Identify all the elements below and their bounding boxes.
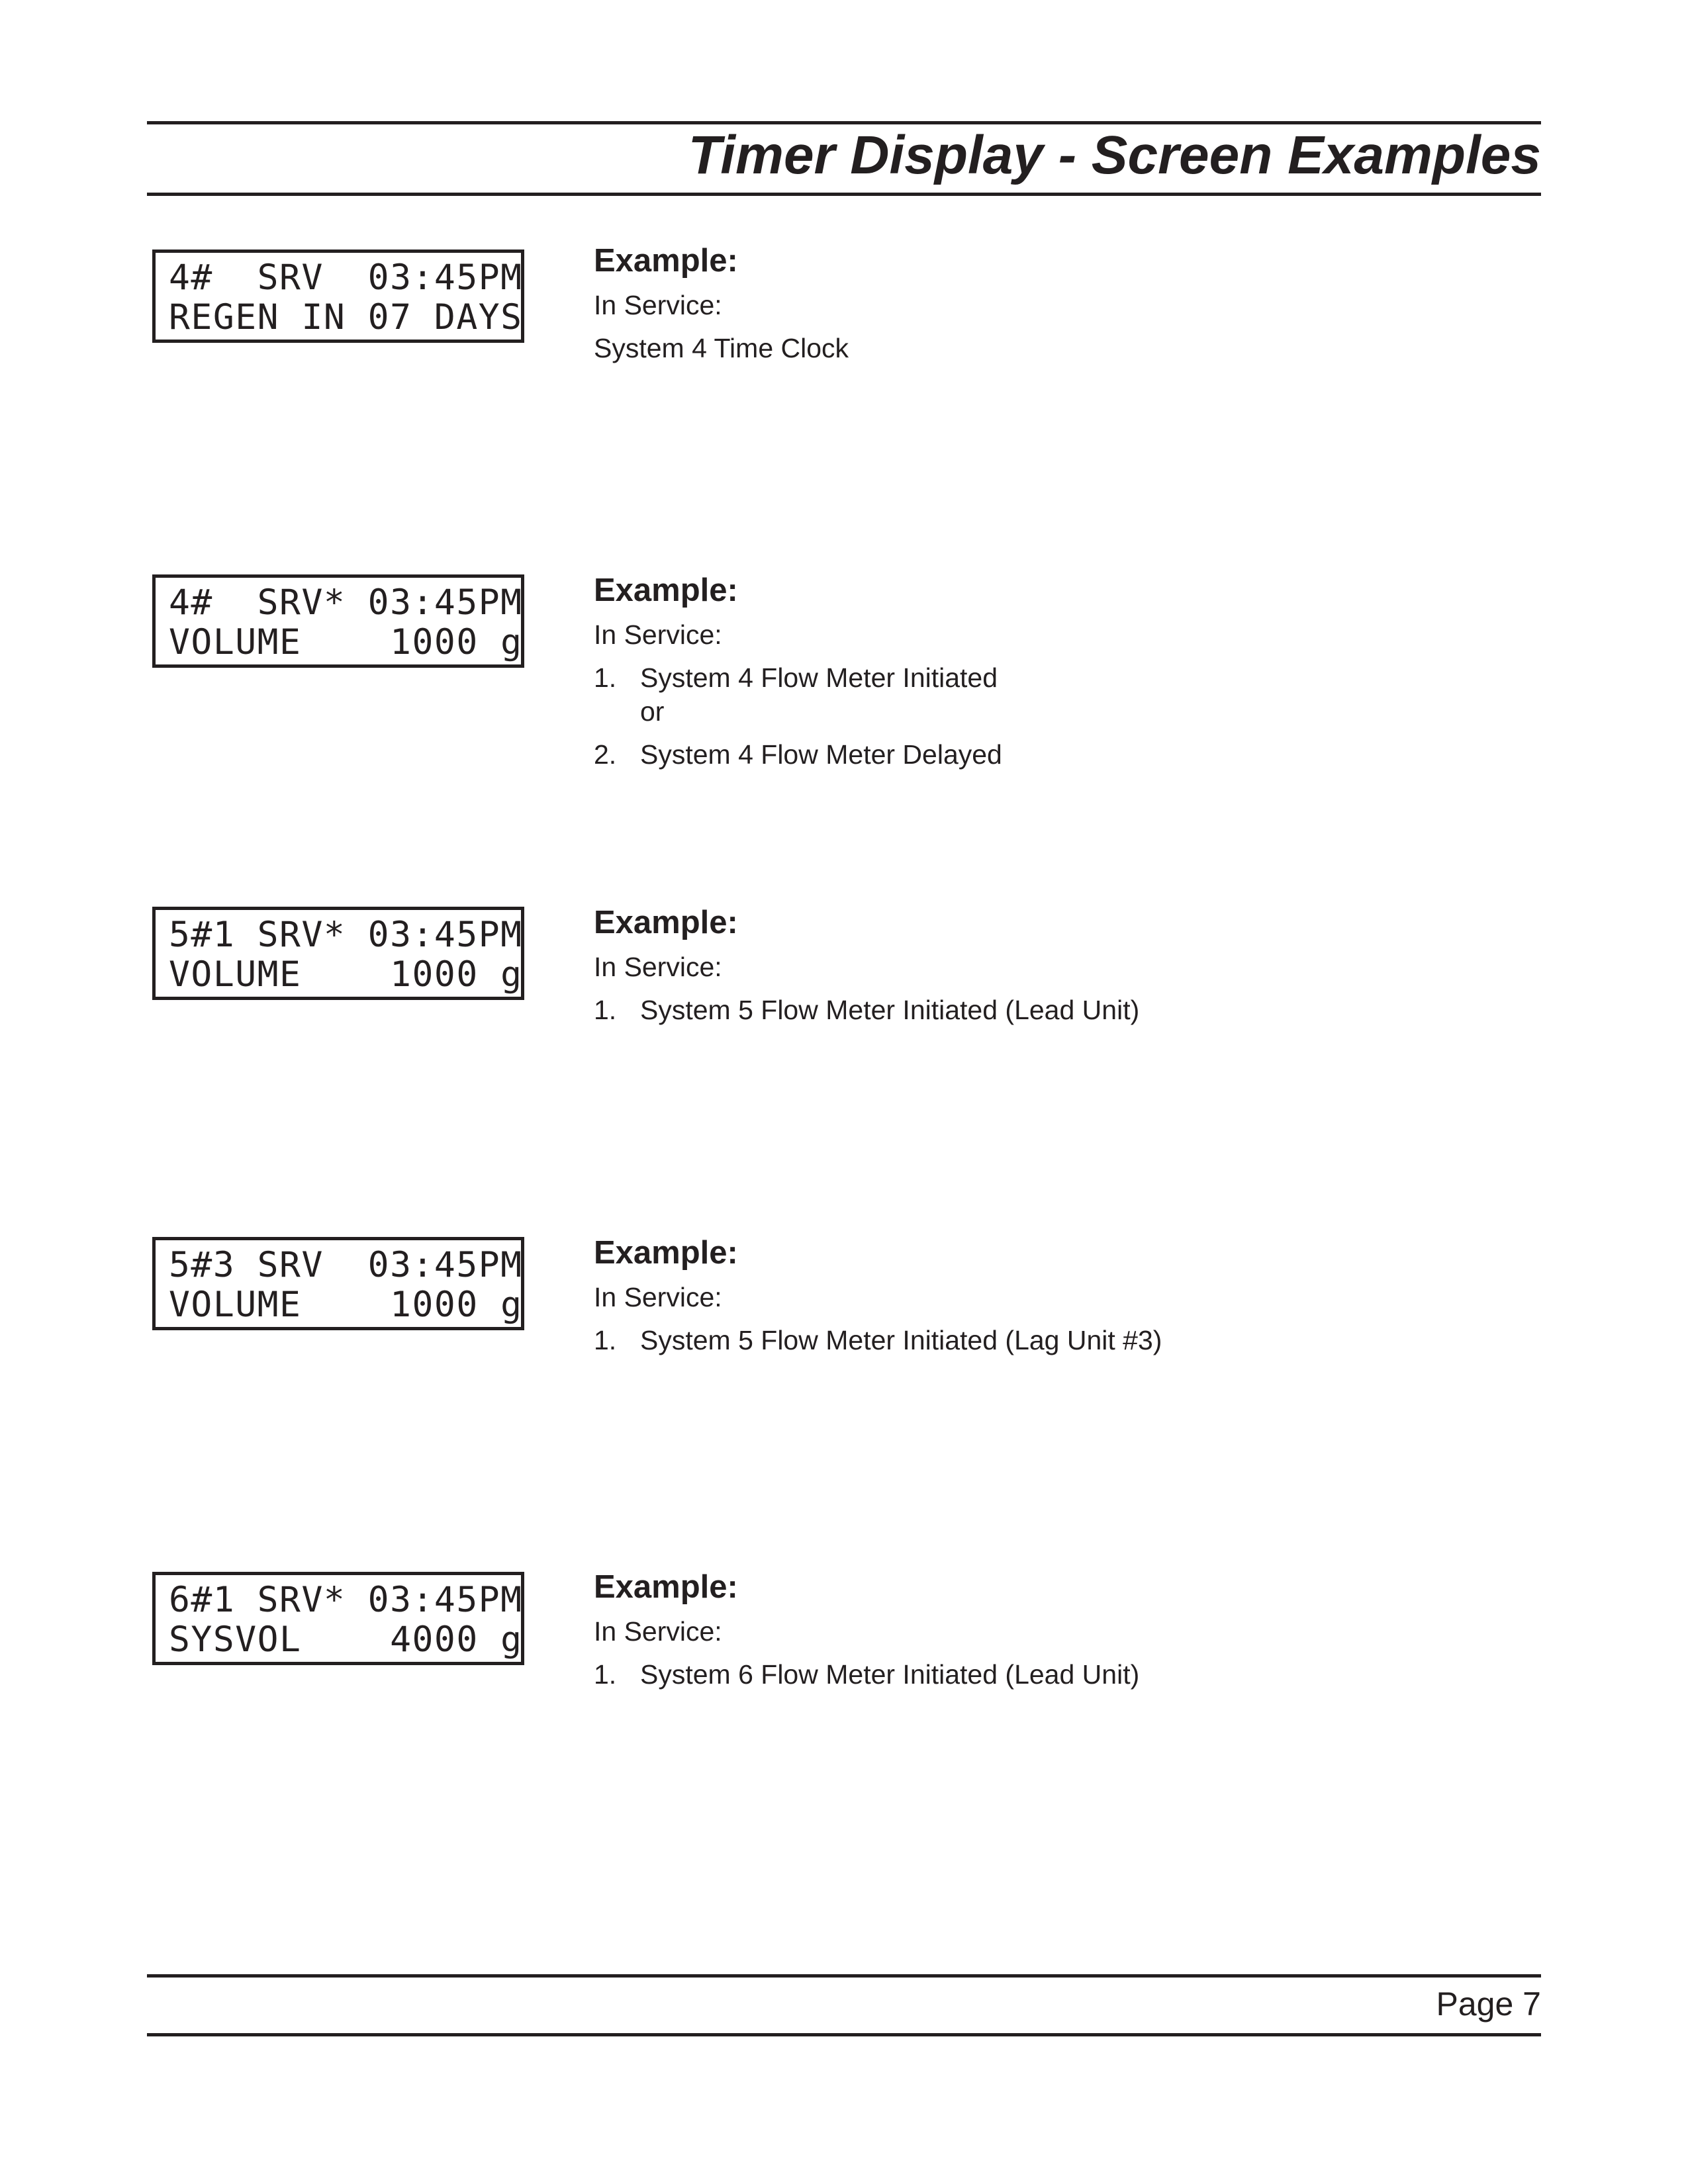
list-item-number: 2. <box>594 739 617 770</box>
page-title: Timer Display - Screen Examples <box>688 125 1541 185</box>
lcd-line-1: 6#1 SRV* 03:45PM <box>169 1580 523 1620</box>
lcd-display <box>152 250 524 343</box>
list-item-number: 1. <box>594 995 617 1025</box>
list-item <box>594 997 1388 1024</box>
lcd-line-2: REGEN IN 07 DAYS <box>169 297 523 338</box>
list-item-number: 1. <box>594 662 617 693</box>
example-line: System 4 Time Clock <box>594 333 849 363</box>
lcd-display <box>152 907 524 1000</box>
list-item <box>594 1661 1388 1688</box>
example-status: In Service: <box>594 1616 722 1647</box>
page-number: Page 7 <box>1436 1985 1541 2023</box>
example-heading: Example: <box>594 572 738 608</box>
example-heading: Example: <box>594 1569 738 1605</box>
lcd-display <box>152 1572 524 1665</box>
list-item <box>594 741 1388 768</box>
example-status: In Service: <box>594 619 722 650</box>
example-description <box>594 574 1388 784</box>
header-top-rule <box>147 121 1541 124</box>
lcd-line-1: 4# SRV 03:45PM <box>169 257 523 298</box>
example-description <box>594 907 1388 1040</box>
lcd-line-2: SYSVOL 4000 g <box>169 1619 523 1660</box>
example-status: In Service: <box>594 952 722 982</box>
list-item-text: System 4 Flow Meter Delayed <box>640 739 1002 770</box>
example-heading: Example: <box>594 905 738 940</box>
example-heading: Example: <box>594 1235 738 1271</box>
example-description <box>594 1571 1388 1704</box>
footer-bottom-rule <box>147 2033 1541 2036</box>
lcd-line-1: 5#1 SRV* 03:45PM <box>169 915 523 955</box>
example-status: In Service: <box>594 1282 722 1312</box>
list-item-text: System 4 Flow Meter Initiated <box>640 662 998 693</box>
header-bottom-rule <box>147 193 1541 196</box>
lcd-line-1: 5#3 SRV 03:45PM <box>169 1245 523 1285</box>
list-item-number: 1. <box>594 1325 617 1355</box>
list-item-sub: or <box>640 696 665 727</box>
list-item <box>594 664 1388 725</box>
footer-top-rule <box>147 1974 1541 1978</box>
example-description <box>594 1237 1388 1370</box>
list-item-text: System 6 Flow Meter Initiated (Lead Unit) <box>640 1659 1140 1690</box>
list-item <box>594 1327 1388 1354</box>
list-item-number: 1. <box>594 1659 617 1690</box>
lcd-line-2: VOLUME 1000 g <box>169 1285 523 1325</box>
list-item-text: System 5 Flow Meter Initiated (Lead Unit) <box>640 995 1140 1025</box>
lcd-line-1: 4# SRV* 03:45PM <box>169 582 523 623</box>
lcd-line-2: VOLUME 1000 g <box>169 622 523 662</box>
lcd-display <box>152 574 524 668</box>
example-heading: Example: <box>594 243 738 279</box>
example-status: In Service: <box>594 290 722 320</box>
lcd-display <box>152 1237 524 1330</box>
lcd-line-2: VOLUME 1000 g <box>169 954 523 995</box>
list-item-text: System 5 Flow Meter Initiated (Lag Unit #3) <box>640 1325 1162 1355</box>
example-description <box>594 245 1388 378</box>
